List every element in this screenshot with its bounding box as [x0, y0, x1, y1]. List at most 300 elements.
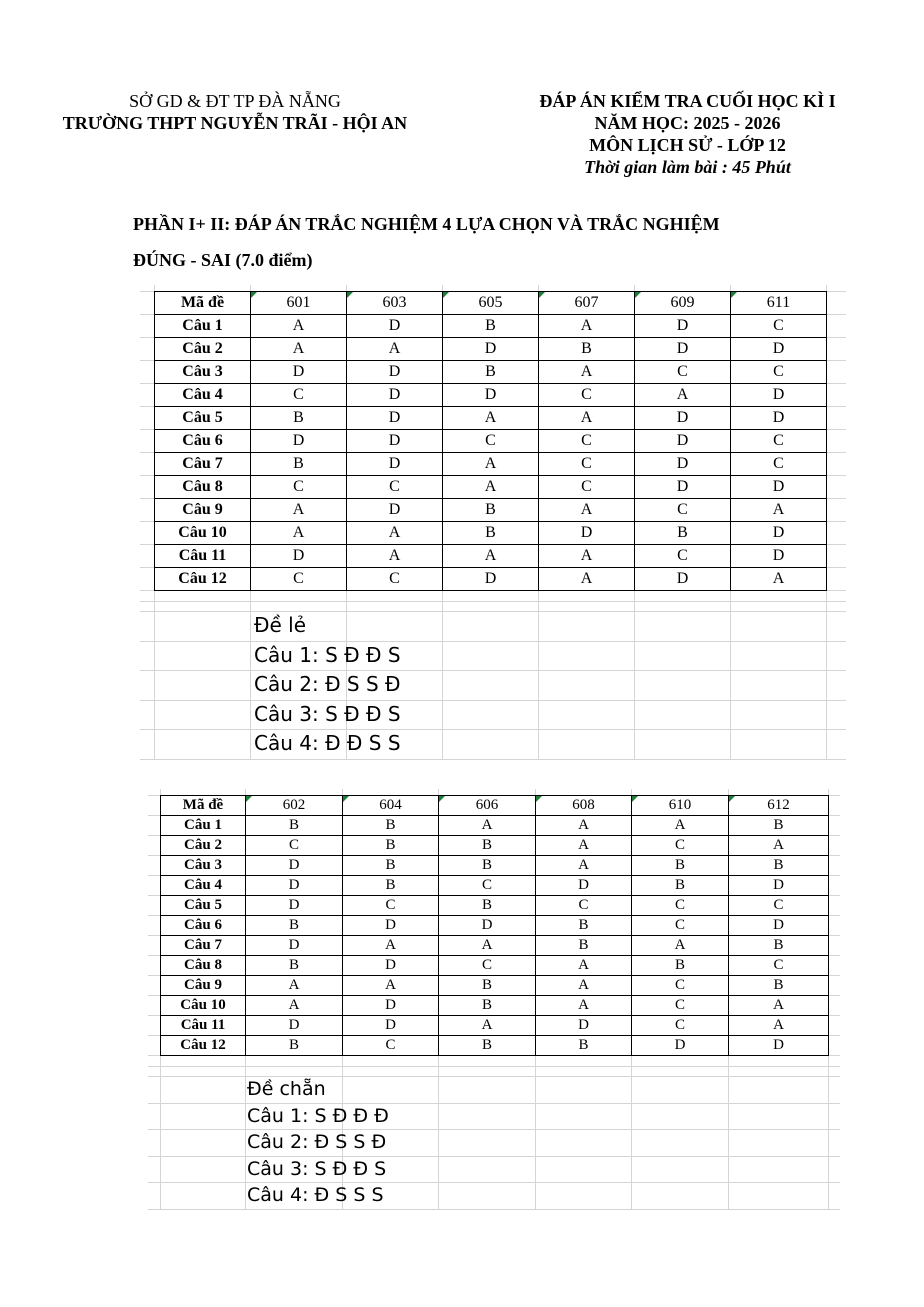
table-row: [161, 936, 829, 956]
school-year: NĂM HỌC: 2025 - 2026: [594, 113, 781, 133]
table-row: [155, 453, 827, 476]
answer-cell: D: [729, 1036, 829, 1056]
answer-cell: D: [347, 453, 443, 476]
gridline: [140, 759, 846, 760]
answer-cell: D: [443, 568, 539, 591]
gridline: [140, 360, 154, 361]
answer-cell: D: [246, 936, 343, 956]
answer-cell: A: [632, 816, 729, 836]
answer-cell: B: [729, 936, 829, 956]
answer-cell: A: [539, 545, 635, 568]
table-header-row: [155, 292, 827, 315]
gridline: [148, 835, 160, 836]
table-row: [161, 836, 829, 856]
answer-cell: B: [632, 956, 729, 976]
question-label: Câu 1: [155, 315, 251, 338]
answer-cell: D: [251, 430, 347, 453]
cell-marker-icon: [536, 796, 542, 802]
exam-code-header: Mã đề: [155, 292, 251, 315]
gridline: [828, 1015, 840, 1016]
exam-version-title: Đề lẻ: [254, 613, 307, 637]
answer-cell: C: [729, 956, 829, 976]
answer-cell: A: [251, 315, 347, 338]
answer-cell: B: [729, 976, 829, 996]
answer-cell: B: [246, 1036, 343, 1056]
gridline: [148, 955, 160, 956]
answer-cell: C: [731, 430, 827, 453]
answer-cell: D: [731, 522, 827, 545]
gridline: [140, 641, 846, 642]
answer-cell: A: [536, 976, 632, 996]
answer-cell: C: [539, 476, 635, 499]
answer-cell: D: [731, 384, 827, 407]
answer-cell: D: [251, 361, 347, 384]
answer-cell: A: [439, 936, 536, 956]
gridline: [828, 835, 840, 836]
gridline: [826, 475, 846, 476]
question-label: Câu 5: [161, 896, 246, 916]
table-row: [155, 499, 827, 522]
answer-cell: B: [729, 816, 829, 836]
odd-answer-table: [154, 291, 827, 591]
table-row: [161, 856, 829, 876]
answer-cell: C: [632, 916, 729, 936]
gridline: [826, 383, 846, 384]
answer-cell: B: [439, 836, 536, 856]
answer-cell: B: [635, 522, 731, 545]
answer-cell: C: [251, 384, 347, 407]
answer-cell: D: [635, 338, 731, 361]
table-row: [161, 916, 829, 936]
exam-code-601: [251, 292, 347, 315]
table-row: [161, 896, 829, 916]
answer-cell: B: [251, 407, 347, 430]
answer-cell: B: [343, 856, 439, 876]
question-label: Câu 12: [155, 568, 251, 591]
gridline: [148, 1066, 840, 1067]
exam-title: ĐÁP ÁN KIỂM TRA CUỐI HỌC KÌ I: [539, 91, 836, 111]
answer-cell: D: [439, 916, 536, 936]
answer-cell: C: [347, 476, 443, 499]
exam-code-610: [632, 796, 729, 816]
exam-code-label: 606: [475, 797, 499, 813]
answer-cell: C: [632, 836, 729, 856]
answer-cell: A: [536, 836, 632, 856]
gridline: [828, 795, 840, 796]
department-name: SỞ GD & ĐT TP ĐÀ NẴNG: [129, 91, 341, 111]
gridline: [826, 337, 846, 338]
cell-marker-icon: [731, 292, 737, 298]
question-label: Câu 6: [155, 430, 251, 453]
answer-cell: B: [439, 896, 536, 916]
answer-cell: D: [635, 476, 731, 499]
gridline: [140, 729, 846, 730]
answer-cell: C: [536, 896, 632, 916]
answer-cell: C: [539, 430, 635, 453]
answer-cell: C: [731, 315, 827, 338]
table-row: [161, 1036, 829, 1056]
answer-cell: B: [539, 338, 635, 361]
gridline: [826, 544, 846, 545]
answer-cell: D: [347, 361, 443, 384]
gridline: [828, 855, 840, 856]
table-row: [161, 996, 829, 1016]
answer-cell: A: [443, 453, 539, 476]
answer-cell: C: [539, 384, 635, 407]
answer-cell: D: [731, 407, 827, 430]
answer-cell: D: [731, 338, 827, 361]
gridline: [826, 452, 846, 453]
exam-code-label: 609: [670, 294, 695, 311]
table-row: [155, 430, 827, 453]
answer-cell: A: [343, 976, 439, 996]
answer-cell: D: [343, 956, 439, 976]
gridline: [828, 895, 840, 896]
gridline: [826, 567, 846, 568]
answer-cell: D: [536, 1016, 632, 1036]
gridline: [148, 995, 160, 996]
gridline: [148, 1209, 840, 1210]
answer-cell: C: [347, 568, 443, 591]
gridline: [826, 406, 846, 407]
gridline: [828, 1035, 840, 1036]
answer-cell: C: [251, 568, 347, 591]
question-label: Câu 4: [161, 876, 246, 896]
answer-cell: D: [246, 876, 343, 896]
gridline: [148, 795, 160, 796]
answer-cell: A: [246, 996, 343, 1016]
answer-cell: B: [443, 499, 539, 522]
gridline: [140, 601, 846, 602]
answer-cell: D: [347, 315, 443, 338]
answer-cell: C: [632, 996, 729, 1016]
answer-cell: A: [536, 996, 632, 1016]
table-row: [161, 876, 829, 896]
answer-cell: B: [439, 996, 536, 1016]
answer-cell: C: [439, 956, 536, 976]
true-false-answer-line: Câu 1: S Đ Đ Đ: [247, 1104, 389, 1127]
answer-cell: C: [632, 976, 729, 996]
question-label: Câu 12: [161, 1036, 246, 1056]
answer-cell: C: [731, 361, 827, 384]
exam-code-label: 605: [478, 294, 503, 311]
true-false-answer-line: Câu 1: S Đ Đ S: [254, 642, 401, 667]
gridline: [140, 291, 154, 292]
answer-cell: A: [729, 836, 829, 856]
exam-code-606: [439, 796, 536, 816]
table-row: [155, 338, 827, 361]
answer-cell: C: [729, 896, 829, 916]
answer-cell: C: [635, 545, 731, 568]
gridline: [826, 521, 846, 522]
gridline: [828, 935, 840, 936]
answer-cell: D: [347, 384, 443, 407]
answer-cell: A: [443, 476, 539, 499]
gridline: [148, 975, 160, 976]
question-label: Câu 6: [161, 916, 246, 936]
answer-cell: D: [731, 476, 827, 499]
question-label: Câu 1: [161, 816, 246, 836]
question-label: Câu 11: [161, 1016, 246, 1036]
answer-cell: D: [246, 856, 343, 876]
answer-cell: A: [246, 976, 343, 996]
table-row: [161, 816, 829, 836]
answer-cell: A: [347, 545, 443, 568]
exam-code-605: [443, 292, 539, 315]
answer-cell: D: [635, 407, 731, 430]
answer-cell: A: [729, 996, 829, 1016]
gridline: [148, 1015, 160, 1016]
answer-cell: A: [539, 315, 635, 338]
answer-cell: D: [343, 996, 439, 1016]
gridline: [140, 498, 154, 499]
gridline: [140, 544, 154, 545]
answer-cell: A: [731, 499, 827, 522]
gridline: [140, 700, 846, 701]
gridline: [140, 590, 154, 591]
gridline: [140, 475, 154, 476]
answer-cell: D: [536, 876, 632, 896]
gridline: [826, 590, 846, 591]
answer-cell: A: [251, 499, 347, 522]
exam-header: [505, 90, 870, 178]
school-header: [30, 90, 440, 134]
gridline: [140, 670, 846, 671]
cell-marker-icon: [347, 292, 353, 298]
cell-marker-icon: [343, 796, 349, 802]
answer-cell: A: [635, 384, 731, 407]
question-label: Câu 5: [155, 407, 251, 430]
answer-cell: A: [347, 522, 443, 545]
answer-cell: A: [347, 338, 443, 361]
gridline: [826, 429, 846, 430]
answer-cell: D: [347, 499, 443, 522]
gridline: [828, 995, 840, 996]
table-row: [155, 407, 827, 430]
exam-version-title: Đề chẵn: [247, 1078, 326, 1100]
gridline: [148, 855, 160, 856]
question-label: Câu 3: [161, 856, 246, 876]
cell-marker-icon: [439, 796, 445, 802]
answer-cell: C: [251, 476, 347, 499]
gridline: [140, 406, 154, 407]
answer-cell: C: [632, 1016, 729, 1036]
answer-cell: B: [439, 976, 536, 996]
exam-code-603: [347, 292, 443, 315]
exam-code-602: [246, 796, 343, 816]
answer-cell: B: [343, 836, 439, 856]
question-label: Câu 7: [161, 936, 246, 956]
question-label: Câu 9: [161, 976, 246, 996]
question-label: Câu 7: [155, 453, 251, 476]
gridline: [826, 360, 846, 361]
table-row: [155, 545, 827, 568]
answer-cell: C: [635, 361, 731, 384]
answer-cell: D: [635, 568, 731, 591]
subject: MÔN LỊCH SỬ - LỚP 12: [589, 135, 786, 155]
answer-cell: A: [443, 407, 539, 430]
section-title-line2: ĐÚNG - SAI (7.0 điểm): [133, 250, 313, 270]
gridline: [140, 521, 154, 522]
exam-code-label: 601: [286, 294, 311, 311]
answer-cell: B: [536, 936, 632, 956]
answer-cell: B: [439, 1036, 536, 1056]
answer-cell: B: [439, 856, 536, 876]
answer-cell: D: [443, 384, 539, 407]
answer-cell: B: [251, 453, 347, 476]
table-row: [155, 384, 827, 407]
gridline: [140, 611, 846, 612]
answer-cell: D: [246, 896, 343, 916]
answer-cell: D: [343, 916, 439, 936]
gridline: [826, 498, 846, 499]
answer-cell: A: [539, 568, 635, 591]
answer-cell: B: [246, 956, 343, 976]
answer-cell: B: [343, 876, 439, 896]
answer-cell: B: [536, 1036, 632, 1056]
cell-marker-icon: [635, 292, 641, 298]
gridline: [148, 1055, 160, 1056]
answer-cell: C: [632, 896, 729, 916]
table-row: [155, 361, 827, 384]
exam-code-label: 610: [668, 797, 692, 813]
answer-cell: B: [246, 916, 343, 936]
answer-cell: C: [731, 453, 827, 476]
gridline: [828, 875, 840, 876]
answer-cell: B: [443, 522, 539, 545]
question-label: Câu 11: [155, 545, 251, 568]
answer-cell: A: [729, 1016, 829, 1036]
answer-cell: D: [246, 1016, 343, 1036]
answer-cell: A: [632, 936, 729, 956]
gridline: [828, 815, 840, 816]
gridline: [828, 1055, 840, 1056]
exam-code-label: 604: [379, 797, 402, 813]
table-row: [161, 1016, 829, 1036]
gridline: [828, 955, 840, 956]
answer-cell: A: [443, 545, 539, 568]
question-label: Câu 8: [161, 956, 246, 976]
answer-cell: A: [539, 407, 635, 430]
answer-cell: A: [439, 1016, 536, 1036]
answer-cell: C: [343, 896, 439, 916]
table-row: [161, 956, 829, 976]
answer-cell: A: [539, 361, 635, 384]
gridline: [148, 895, 160, 896]
answer-cell: D: [343, 1016, 439, 1036]
exam-code-label: 607: [574, 294, 599, 311]
gridline: [140, 337, 154, 338]
answer-cell: D: [347, 430, 443, 453]
gridline: [140, 314, 154, 315]
question-label: Câu 9: [155, 499, 251, 522]
cell-marker-icon: [251, 292, 257, 298]
table-row: [155, 568, 827, 591]
question-label: Câu 10: [161, 996, 246, 1016]
answer-cell: A: [343, 936, 439, 956]
exam-code-609: [635, 292, 731, 315]
section-title: [133, 206, 833, 278]
true-false-answer-line: Câu 3: S Đ Đ S: [247, 1157, 387, 1180]
gridline: [148, 875, 160, 876]
answer-cell: A: [439, 816, 536, 836]
exam-code-607: [539, 292, 635, 315]
exam-code-604: [343, 796, 439, 816]
answer-cell: B: [443, 361, 539, 384]
true-false-answer-line: Câu 2: Đ S S Đ: [247, 1131, 387, 1153]
exam-code-label: 608: [572, 797, 595, 813]
table-header-row: [161, 796, 829, 816]
cell-marker-icon: [632, 796, 638, 802]
answer-cell: D: [635, 315, 731, 338]
answer-cell: D: [251, 545, 347, 568]
answer-cell: D: [539, 522, 635, 545]
answer-cell: B: [343, 816, 439, 836]
answer-cell: A: [536, 956, 632, 976]
gridline: [148, 815, 160, 816]
exam-code-label: 611: [766, 294, 791, 311]
answer-cell: C: [246, 836, 343, 856]
cell-marker-icon: [539, 292, 545, 298]
cell-marker-icon: [246, 796, 252, 802]
answer-cell: B: [536, 916, 632, 936]
answer-cell: B: [632, 876, 729, 896]
gridline: [140, 429, 154, 430]
exam-duration: Thời gian làm bài : 45 Phút: [584, 157, 791, 177]
gridline: [148, 915, 160, 916]
answer-cell: C: [439, 876, 536, 896]
true-false-answer-line: Câu 2: Đ S S Đ: [254, 672, 401, 696]
answer-cell: A: [536, 816, 632, 836]
cell-marker-icon: [443, 292, 449, 298]
answer-cell: D: [729, 916, 829, 936]
question-label: Câu 2: [155, 338, 251, 361]
gridline: [140, 383, 154, 384]
table-row: [155, 522, 827, 545]
question-label: Câu 3: [155, 361, 251, 384]
gridline: [148, 935, 160, 936]
gridline: [828, 915, 840, 916]
exam-code-label: 602: [282, 797, 306, 813]
table-row: [161, 976, 829, 996]
gridline: [826, 314, 846, 315]
question-label: Câu 2: [161, 836, 246, 856]
gridline: [828, 975, 840, 976]
section-title-line1: PHẦN I+ II: ĐÁP ÁN TRẮC NGHIỆM 4 LỰA CHỌN VÀ TRẮC NGHIỆM: [133, 214, 720, 234]
exam-code-612: [729, 796, 829, 816]
answer-cell: B: [632, 856, 729, 876]
question-label: Câu 4: [155, 384, 251, 407]
gridline: [140, 567, 154, 568]
answer-cell: C: [443, 430, 539, 453]
answer-cell: A: [251, 522, 347, 545]
answer-cell: A: [539, 499, 635, 522]
exam-code-label: 603: [382, 294, 407, 311]
answer-cell: A: [536, 856, 632, 876]
true-false-answer-line: Câu 4: Đ Đ S S: [254, 731, 401, 755]
even-answer-table: [160, 795, 829, 1056]
table-row: [155, 476, 827, 499]
answer-cell: A: [731, 568, 827, 591]
gridline: [140, 452, 154, 453]
true-false-answer-line: Câu 3: S Đ Đ S: [254, 701, 401, 726]
exam-code-header: Mã đề: [161, 796, 246, 816]
gridline: [826, 291, 846, 292]
table-row: [155, 315, 827, 338]
exam-code-611: [731, 292, 827, 315]
answer-cell: D: [635, 430, 731, 453]
answer-cell: D: [347, 407, 443, 430]
